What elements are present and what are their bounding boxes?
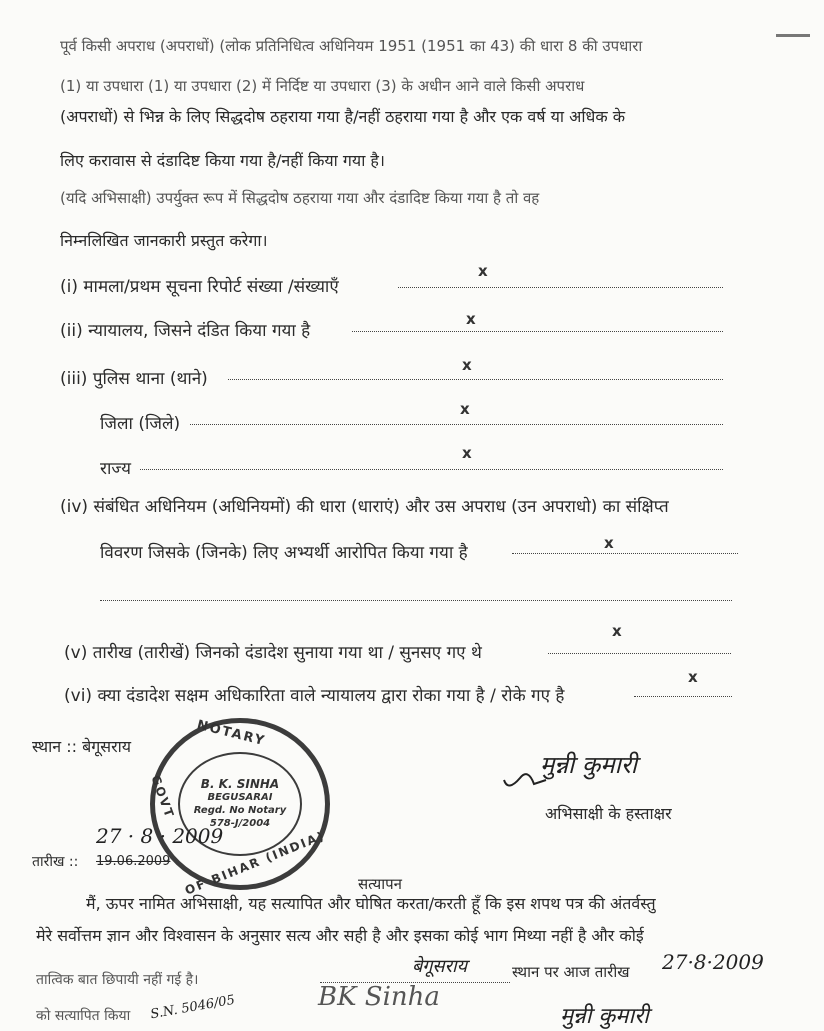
item-iv-line-2 (100, 600, 732, 601)
verification-sn-handwritten: S.N. 5046/05 (149, 992, 237, 1023)
item-iii-district-cross: x (460, 400, 470, 418)
stamp-top-text: NOTARY (195, 717, 268, 750)
intro-line-1: पूर्व किसी अपराध (अपराधों) (लोक प्रतिनिधित्व अधिनियम 1951 (1951 का 43) की धारा 8 की उपधारा (60, 37, 643, 55)
stamp-left-text: GOVT (148, 773, 177, 821)
verification-heading: सत्यापन (358, 875, 402, 893)
notary-initials: BK Sinha (318, 982, 440, 1012)
item-iv-label-2: विवरण जिसके (जिनके) लिए अभ्यर्थी आरोपित किया गया है (100, 543, 468, 563)
verification-date-handwritten: 27·8·2009 (662, 950, 764, 974)
signature-caption: अभिसाक्षी के हस्ताक्षर (545, 804, 672, 823)
deponent-signature: मुन्नी कुमारी (540, 751, 637, 779)
item-iv-line-1 (512, 553, 738, 554)
item-ii-line (352, 331, 723, 332)
verification-line-4: को सत्यापित किया (36, 1008, 131, 1024)
item-v-line (548, 653, 731, 654)
item-v-label: (v) तारीख (तारीखें) जिनको दंडादेश सुनाया गया था / सुनसए गए थे (64, 643, 482, 663)
verification-line-1: मैं, ऊपर नामित अभिसाक्षी, यह सत्यापित और घोषित करता/करती हूँ कि इस शपथ पत्र की अंतर्वस्तु (86, 894, 656, 913)
item-v-cross: x (612, 622, 622, 640)
date-struck: 19.06.2009 (96, 854, 171, 869)
item-i-label: (i) मामला/प्रथम सूचना रिपोर्ट संख्या /संख्याएँ (60, 277, 339, 297)
item-iii-state-cross: x (462, 444, 472, 462)
intro-line-5: (यदि अभिसाक्षी) उपर्युक्त रूप में सिद्धदोष ठहराया गया और दंडादिष्ट किया गया है तो वह (60, 189, 540, 207)
item-i-line (398, 287, 723, 288)
stamp-number: 578-J/2004 (209, 818, 271, 829)
item-ii-label: (ii) न्यायालय, जिसने दंडित किया गया है (60, 321, 311, 341)
item-iii-cross: x (462, 356, 472, 374)
page-edge-mark (776, 34, 810, 37)
item-iii-state-label: राज्य (100, 459, 131, 479)
item-iii-district-line (190, 424, 723, 425)
verification-line-3b: स्थान पर आज तारीख (512, 963, 630, 981)
item-iv-cross: x (604, 534, 614, 552)
item-vi-cross: x (688, 668, 698, 686)
stamp-bottom-text: OF BIHAR (INDIA) (182, 828, 328, 898)
item-i-cross: x (478, 262, 488, 280)
intro-line-6: निम्नलिखित जानकारी प्रस्तुत करेगा। (60, 231, 268, 250)
stamp-name: B. K. SINHA (200, 777, 280, 791)
date-label: तारीख :: (32, 854, 79, 870)
date-handwritten: 27 · 8 · 2009 (96, 824, 224, 848)
item-iv-label-1: (iv) संबंधित अधिनियम (अधिनियमों) की धारा (धाराएं) और उस अपराध (उन अपराधो) का संक्षिप्त (60, 497, 669, 517)
verification-line-3a: तात्विक बात छिपायी नहीं गई है। (36, 972, 199, 988)
stamp-regd: Regd. No Notary (193, 805, 287, 816)
item-vi-line (634, 696, 732, 697)
stamp-city: BEGUSARAI (207, 792, 273, 803)
verification-signature: मुन्नी कुमारी (560, 1004, 649, 1029)
item-vi-label: (vi) क्या दंडादेश सक्षम अधिकारिता वाले न्यायालय द्वारा रोका गया है / रोके गए है (64, 686, 565, 706)
verification-line-2: मेरे सर्वोत्तम ज्ञान और विश्वासन के अनुसार सत्य और सही है और इसका कोई भाग मिथ्या नहीं है और कोई (36, 926, 644, 945)
intro-line-2: (1) या उपधारा (1) या उपधारा (2) में निर्दिष्ट या उपधारा (3) के अधीन आने वाले किसी अपराध (60, 77, 585, 95)
item-iii-district-label: जिला (जिले) (100, 414, 181, 434)
verification-place-handwritten: बेगूसराय (412, 956, 468, 977)
intro-line-4: लिए करावास से दंडादिष्ट किया गया है/नहीं किया गया है। (60, 151, 385, 170)
place-label: स्थान :: बेगूसराय (32, 737, 132, 756)
item-iii-state-line (140, 469, 723, 470)
item-iii-label: (iii) पुलिस थाना (थाने) (60, 369, 208, 389)
intro-line-3: (अपराधों) से भिन्न के लिए सिद्धदोष ठहराया गया है/नहीं ठहराया गया है और एक वर्ष या अधिक के (60, 107, 625, 126)
item-iii-line (228, 379, 723, 380)
item-ii-cross: x (466, 310, 476, 328)
